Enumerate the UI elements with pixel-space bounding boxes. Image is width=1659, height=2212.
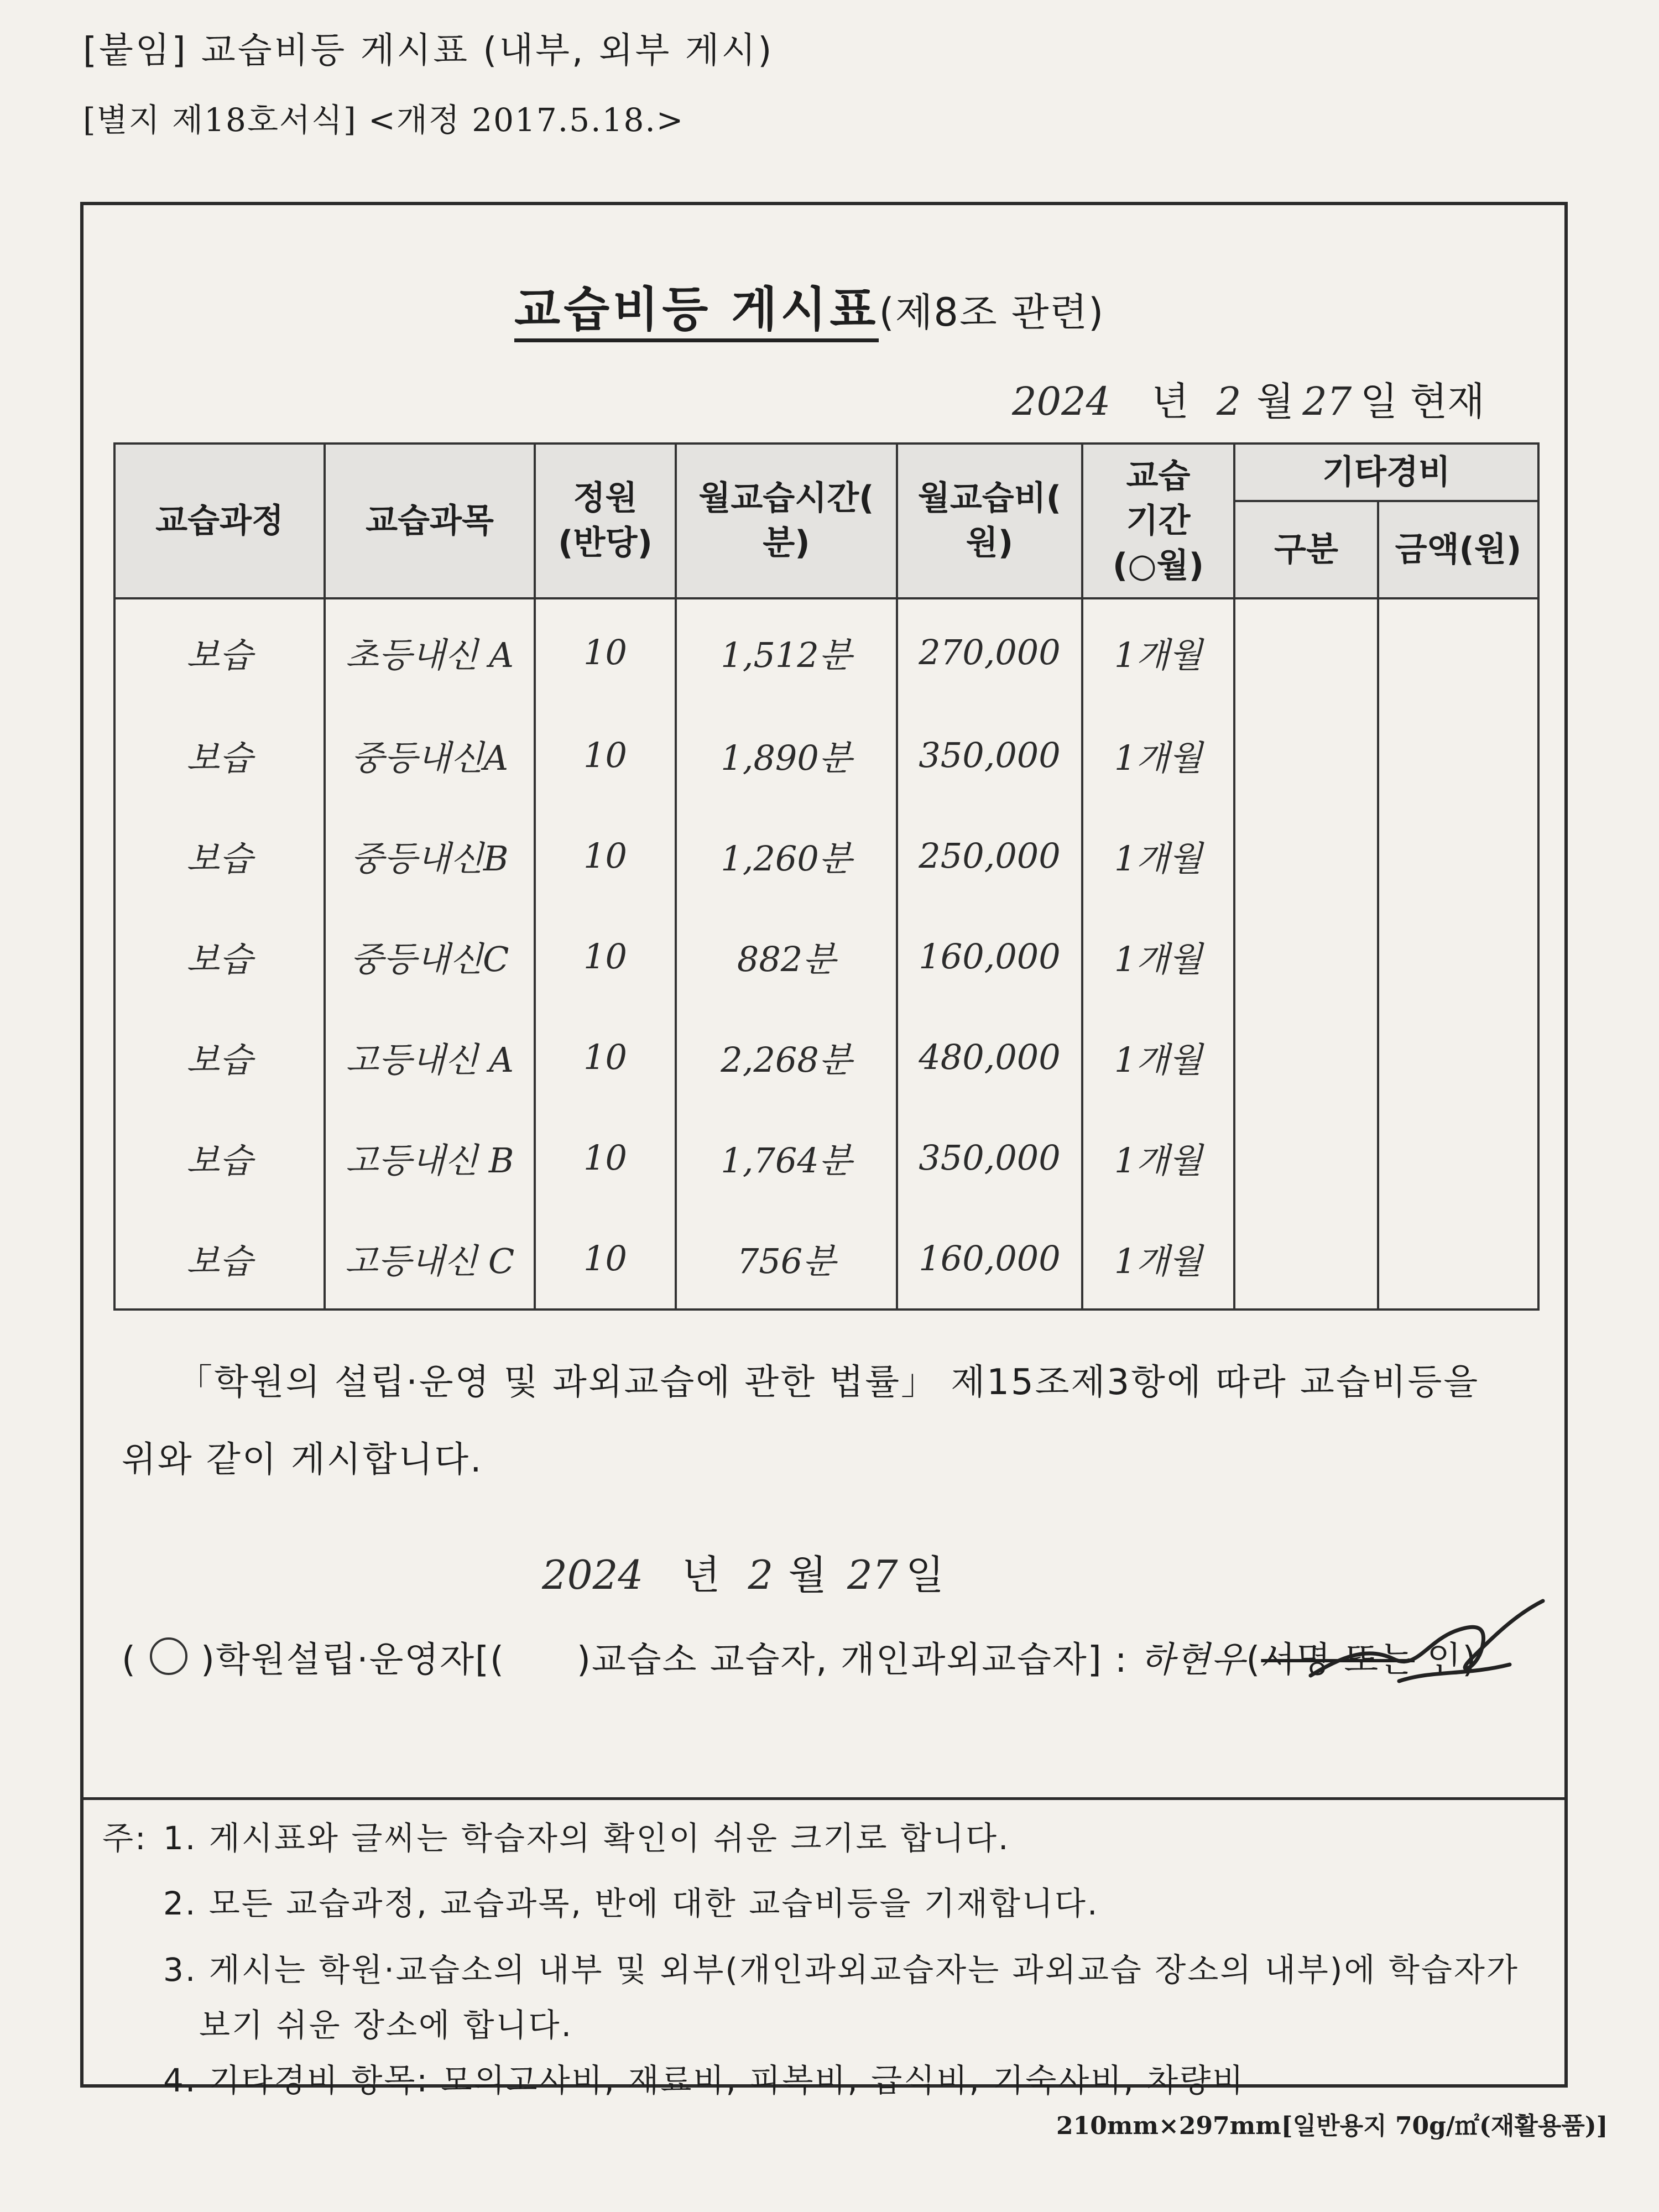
sign-seal-text: 인) — [1427, 1640, 1478, 1681]
header-category: 구분 — [1234, 501, 1378, 598]
cell-fee: 160,000 — [897, 1208, 1082, 1310]
header-monthly-fee: 월교습비( 원) — [897, 444, 1082, 598]
cell-period: 1개월 — [1082, 1006, 1234, 1107]
header-other-expenses: 기타경비 — [1234, 444, 1538, 501]
cell-amount — [1378, 1107, 1538, 1208]
cell-subject: 고등내신 B — [325, 1107, 535, 1208]
cell-category — [1234, 1208, 1378, 1310]
table-row — [114, 1006, 1538, 1107]
cell-category — [1234, 705, 1378, 805]
cell-amount — [1378, 1006, 1538, 1107]
cell-capacity: 10 — [535, 1208, 676, 1310]
cell-period: 1개월 — [1082, 598, 1234, 705]
cell-category — [1234, 805, 1378, 906]
handwritten-signature — [1288, 1593, 1554, 1703]
table-row — [114, 805, 1538, 906]
note-item: 1. 게시표와 글씨는 학습자의 확인이 쉬운 크기로 합니다. — [163, 1819, 1010, 1857]
cell-subject: 고등내신 C — [325, 1208, 535, 1310]
cell-minutes: 2,268분 — [676, 1006, 897, 1107]
cell-category — [1234, 1006, 1378, 1107]
table-row — [114, 1107, 1538, 1208]
cell-amount — [1378, 598, 1538, 705]
cell-capacity: 10 — [535, 906, 676, 1006]
posting-year-unit: 년 — [681, 1552, 721, 1598]
note-item: 4. 기타경비 항목: 모의고사비, 재료비, 피복비, 급식비, 기숙사비, 차량비 — [163, 2062, 1245, 2099]
title-reference: (제8조 관련) — [879, 290, 1105, 335]
posting-day: 27 — [847, 1552, 898, 1598]
paper-spec: 210mm×297mm[일반용지 70g/㎡(재활용품)] — [1056, 2112, 1608, 2140]
header-course: 교습과정 — [114, 444, 325, 598]
as-of-month: 2 — [1216, 379, 1241, 424]
header-subject: 교습과목 — [325, 444, 535, 598]
cell-amount — [1378, 1208, 1538, 1310]
cell-period: 1개월 — [1082, 805, 1234, 906]
cell-course: 보습 — [114, 805, 325, 906]
attachment-header: [붙임] 교습비등 게시표 (내부, 외부 게시) — [83, 30, 774, 71]
as-of-date — [1012, 371, 1485, 426]
notes-section — [80, 1797, 1568, 2099]
note-item-continued: 보기 쉬운 장소에 합니다. — [199, 2006, 573, 2044]
cell-period: 1개월 — [1082, 1107, 1234, 1208]
table-row — [114, 598, 1538, 705]
cell-subject: 중등내신A — [325, 705, 535, 805]
cell-course: 보습 — [114, 906, 325, 1006]
signer-open-paren: ( — [122, 1640, 137, 1681]
posting-statement: 「학원의 설립·운영 및 과외교습에 관한 법률」 제15조제3항에 따라 교습비등을 위와 같이 게시합니다. — [122, 1362, 1480, 1480]
cell-period: 1개월 — [1082, 705, 1234, 805]
cell-subject: 중등내신B — [325, 805, 535, 906]
cell-minutes: 1,512분 — [676, 598, 897, 705]
as-of-year: 2024 — [1012, 379, 1111, 424]
as-of-day: 27 — [1302, 379, 1352, 424]
cell-course: 보습 — [114, 1107, 325, 1208]
academy-operator-checkmark — [150, 1637, 187, 1675]
cell-fee: 350,000 — [897, 705, 1082, 805]
cell-subject: 초등내신 A — [325, 598, 535, 705]
cell-course: 보습 — [114, 705, 325, 805]
signer-line — [122, 1631, 1477, 1682]
cell-subject: 중등내신C — [325, 906, 535, 1006]
cell-fee: 250,000 — [897, 805, 1082, 906]
sign-struck-text: 서명 또는 — [1261, 1640, 1415, 1681]
tutor-label: )교습소 교습자, 개인과외교습자] : — [577, 1640, 1128, 1681]
as-of-year-unit: 년 — [1151, 379, 1189, 424]
cell-fee: 270,000 — [897, 598, 1082, 705]
cell-capacity: 10 — [535, 1006, 676, 1107]
cell-course: 보습 — [114, 1208, 325, 1310]
form-title — [514, 271, 1104, 340]
cell-minutes: 1,764분 — [676, 1107, 897, 1208]
cell-category — [1234, 1107, 1378, 1208]
cell-amount — [1378, 906, 1538, 1006]
notes-prefix: 주: — [102, 1819, 148, 1857]
note-item: 2. 모든 교습과정, 교습과목, 반에 대한 교습비등을 기재합니다. — [163, 1885, 1099, 1922]
cell-amount — [1378, 805, 1538, 906]
cell-fee: 480,000 — [897, 1006, 1082, 1107]
form-number: [별지 제18호서식] <개정 2017.5.18.> — [83, 101, 685, 139]
cell-minutes: 756분 — [676, 1208, 897, 1310]
signer-name: 하현우 — [1140, 1640, 1246, 1681]
cell-minutes: 882분 — [676, 906, 897, 1006]
header-capacity: 정원 (반당) — [535, 444, 676, 598]
cell-category — [1234, 906, 1378, 1006]
as-of-month-unit: 월 — [1256, 379, 1294, 424]
cell-fee: 350,000 — [897, 1107, 1082, 1208]
title-main: 교습비등 게시표 — [514, 282, 879, 342]
cell-capacity: 10 — [535, 705, 676, 805]
cell-period: 1개월 — [1082, 906, 1234, 1006]
cell-amount — [1378, 705, 1538, 805]
table-row — [114, 906, 1538, 1006]
cell-capacity: 10 — [535, 1107, 676, 1208]
cell-course: 보습 — [114, 1006, 325, 1107]
as-of-day-unit: 일 현재 — [1360, 379, 1485, 424]
header-period: 교습 기간 (○월) — [1082, 444, 1234, 598]
cell-course: 보습 — [114, 598, 325, 705]
cell-period: 1개월 — [1082, 1208, 1234, 1310]
posting-day-unit: 일 — [905, 1552, 945, 1598]
table-row — [114, 705, 1538, 805]
header-monthly-minutes: 월교습시간( 분) — [676, 444, 897, 598]
table-row — [114, 1208, 1538, 1310]
header-amount: 금액(원) — [1378, 501, 1538, 598]
cell-category — [1234, 598, 1378, 705]
academy-operator-label: )학원설립·운영자[( — [200, 1640, 505, 1681]
cell-minutes: 1,260분 — [676, 805, 897, 906]
cell-minutes: 1,890분 — [676, 705, 897, 805]
cell-capacity: 10 — [535, 598, 676, 705]
posting-year: 2024 — [542, 1552, 644, 1598]
posting-month-unit: 월 — [788, 1552, 827, 1598]
posting-month: 2 — [748, 1552, 774, 1598]
posting-date — [542, 1543, 944, 1600]
cell-capacity: 10 — [535, 805, 676, 906]
sign-open-paren: ( — [1246, 1640, 1261, 1681]
note-item: 3. 게시는 학원·교습소의 내부 및 외부(개인과외교습자는 과외교습 장소의 내부)에 학습자가 — [163, 1951, 1519, 1989]
fee-table — [113, 442, 1540, 1311]
cell-subject: 고등내신 A — [325, 1006, 535, 1107]
cell-fee: 160,000 — [897, 906, 1082, 1006]
